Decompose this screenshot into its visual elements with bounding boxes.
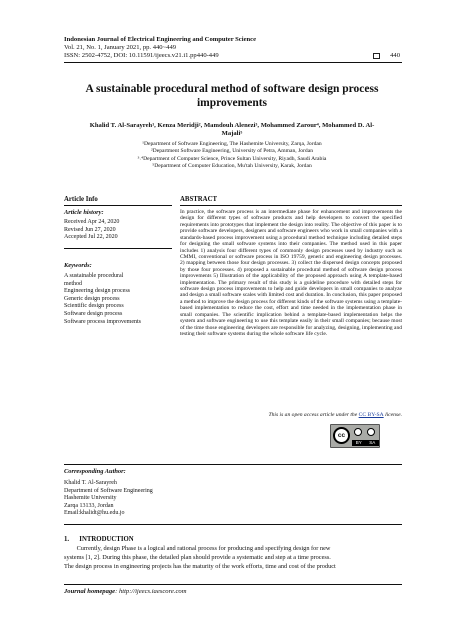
issn-row bbox=[64, 52, 400, 60]
journal-volume: Vol. 21, No. 1, January 2021, pp. 440~449 bbox=[64, 44, 177, 51]
corresponding-rule-bottom bbox=[64, 524, 402, 525]
history-date: Revised Jun 27, 2020 bbox=[64, 226, 116, 233]
article-info-rule-top bbox=[64, 205, 172, 206]
keyword: Generic design process bbox=[64, 295, 120, 302]
article-info-heading: Article Info bbox=[64, 196, 98, 203]
badge-by-label: BY bbox=[355, 440, 362, 445]
article-history-heading: Article history: bbox=[64, 209, 104, 216]
author-line: Khalid T. Al-Sarayreh¹, Kenza Meridji², Mamdouh Alenezi³, Mohammed Zarour⁴, Mohammed D. Al- bbox=[89, 122, 375, 129]
affiliation: ¹Department of Software Engineering, The Hashemite University, Zarqa, Jordan bbox=[142, 141, 322, 147]
keyword: Software process improvements bbox=[64, 318, 141, 325]
title-line: improvements bbox=[196, 97, 268, 109]
corresponding-details bbox=[64, 480, 153, 518]
page-number: 440 bbox=[390, 52, 400, 59]
corresponding-name: Khalid T. Al-Sarayreh bbox=[64, 480, 117, 486]
header-rule bbox=[64, 62, 402, 63]
intro-line: systems [1, 2]. During this phase, the detailed plan should provide a systematic and step at a time process. bbox=[64, 554, 331, 561]
corresponding-univ: Hashemite University bbox=[64, 495, 117, 502]
article-history bbox=[64, 219, 119, 242]
introduction-heading: 1. INTRODUCTION bbox=[64, 536, 134, 543]
corresponding-city: Zarqa 13133, Jordan bbox=[64, 502, 114, 509]
author-list bbox=[66, 122, 398, 139]
keyword: Scientific design process bbox=[64, 303, 124, 310]
keyword-list bbox=[64, 273, 141, 326]
history-rule bbox=[64, 248, 172, 249]
open-access-note bbox=[180, 412, 402, 419]
cc-license-badge[interactable] bbox=[330, 424, 380, 448]
corresponding-email[interactable]: Email:khalidt@hu.edu.jo bbox=[64, 510, 125, 517]
abstract-text: In practice, the software process is an intermediate phase for enhancement and improvements the design for different types of software products and help developers to convert the specified requirements into prototypes that implement the design into reality. The objective of this paper is to provide software developers, designers and software engineers who work in small companies with a standards-based process improvement using a procedural method technique including detailed steps for designing the small software systems into their companies. The method used in this paper includes 1) analysis four different types of commonly design processes used by industry such as CMMI, conventional or software process in ISO 19759, generic and engineering design processes. 2) mapping between those four design processes. 3) collect the dispersed design concepts proposed by those four processes. 4) proposed a sustainable procedural method of software design process improvements 5) Illustration of the applicability of the proposed approach using A template-based implementation. The primary result of this study is a guideline procedure with detailed steps for software design process improvements to help and guide developers in small companies to analyze and design a small software scales with limited cost and duration. In conclusion, this paper proposed a method to improve the design process for different kinds of the software systems using a template-based implementation to reduce the cost, effort and time needed in the implementation phase in small companies. The scientific implication behind a template-based implementation helps the system and software engineering to use this template easily in their small companies; because most of the time those engineering developers are responsible for analyzing, designing, implementing and testing their software systems during the whole software life cycle. bbox=[180, 209, 402, 338]
history-date: Received Apr 24, 2020 bbox=[64, 219, 120, 225]
corresponding-heading: Corresponding Author: bbox=[64, 468, 126, 475]
journal-issn: ISSN: 2502-4752, DOI: 10.11591/ijeecs.v21.i1.pp440-449 bbox=[64, 52, 219, 59]
affiliation: ³˒⁴Department of Computer Science, Prince Sultan University, Riyadh, Saudi Arabia bbox=[137, 155, 327, 162]
cc-icon: cc bbox=[333, 427, 350, 444]
badge-strip bbox=[352, 440, 379, 446]
paper-title bbox=[64, 82, 400, 110]
book-icon bbox=[373, 53, 380, 59]
page-number-group bbox=[373, 52, 400, 60]
keyword: method bbox=[64, 280, 82, 287]
footer-label: Journal homepage bbox=[64, 588, 116, 595]
journal-header bbox=[64, 36, 400, 60]
intro-line: The design process in engineering projects has the maturity of the work efforts, time and cost of the product bbox=[64, 563, 336, 570]
journal-name: Indonesian Journal of Electrical Engineering and Computer Science bbox=[64, 36, 257, 43]
license-note-text: This is an open access article under the bbox=[268, 412, 358, 418]
license-link[interactable]: CC BY-SA bbox=[358, 412, 384, 418]
attribution-icon bbox=[354, 428, 362, 436]
badge-sa-label: SA bbox=[369, 440, 376, 445]
abstract-rule-top bbox=[180, 205, 402, 206]
abstract-heading: ABSTRACT bbox=[180, 196, 218, 203]
affiliation: ⁵Department of Computer Education, Mu'tah University, Karak, Jordan bbox=[152, 163, 312, 170]
share-alike-icon bbox=[367, 428, 375, 436]
license-note-end: license. bbox=[385, 412, 402, 418]
affiliation: ²Department Software Engineering, University of Petra, Amman, Jordan bbox=[151, 148, 313, 155]
keyword: Engineering design process bbox=[64, 288, 130, 295]
page-footer bbox=[64, 588, 186, 596]
footer-url[interactable]: : http://ijeecs.iaescore.com bbox=[115, 588, 187, 595]
title-line: A sustainable procedural method of software design process bbox=[85, 83, 379, 95]
introduction-text bbox=[64, 544, 402, 571]
author-line: Majali⁵ bbox=[221, 130, 243, 138]
intro-line: Currently, design Phase is a logical and rational process for producing and specifying design for new bbox=[64, 545, 331, 552]
footer-rule bbox=[64, 584, 402, 585]
corresponding-rule-top bbox=[64, 464, 402, 465]
keyword: A sustainable procedural bbox=[64, 273, 124, 279]
history-date: Accepted Jul 22, 2020 bbox=[64, 234, 118, 241]
keywords-heading: Keywords: bbox=[64, 262, 92, 269]
affiliation-list bbox=[66, 141, 398, 171]
corresponding-dept: Department of Software Engineering bbox=[64, 487, 153, 494]
keyword: Software design process bbox=[64, 310, 123, 317]
